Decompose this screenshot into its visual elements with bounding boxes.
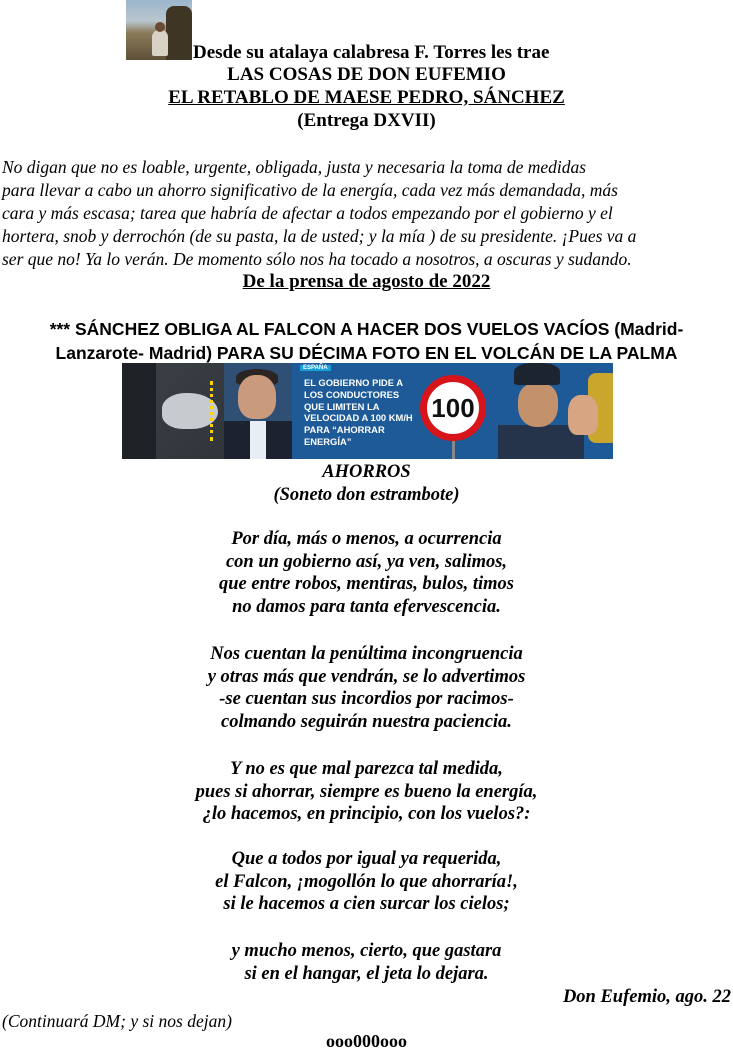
- intro-paragraph: [2, 156, 733, 271]
- poem-verse: Que a todos por igual ya requerida,: [231, 849, 502, 869]
- poem-verse: Nos cuentan la penúltima incongruencia: [210, 644, 523, 664]
- photo-head: [155, 22, 165, 32]
- installment: (Entrega DXVII): [297, 110, 436, 131]
- speed-limit-image: [292, 363, 613, 459]
- portrait-shirt: [250, 421, 266, 459]
- signature: Don Eufemio, ago. 22: [562, 987, 731, 1007]
- poem-verse: Por día, más o menos, a ocurrencia: [231, 529, 502, 549]
- intro-line: para llevar a cabo un ahorro significativo de la energía, cada vez más demandada, más: [2, 180, 618, 200]
- officer-cap: [514, 363, 560, 385]
- poem-verse: ¿lo hacemos, en principio, con los vuelos?:: [202, 804, 531, 824]
- portrait-face: [238, 375, 276, 419]
- intro-line: No digan que no es loable, urgente, obligada, justa y necesaria la toma de medidas: [2, 157, 587, 177]
- poem-verse: pues si ahorrar, siempre es bueno la energía,: [195, 781, 538, 802]
- byline: Desde su atalaya calabresa F. Torres les trae: [193, 42, 550, 63]
- section-tag: ESPAÑA: [300, 365, 331, 371]
- poem-stanza-1: [0, 528, 733, 618]
- politician-portrait: [224, 363, 292, 459]
- news-images: [122, 363, 613, 459]
- author-photo: [126, 0, 192, 60]
- poem-stanza-5: [0, 940, 733, 985]
- poem-verse: no damos para tanta efervescencia.: [232, 596, 501, 617]
- image-caption: EL GOBIERNO PIDE A LOS CONDUCTORES QUE LIMITEN LA VELOCIDAD A 100 KM/H PARA “AHORRAR ENERGÍA”: [304, 377, 413, 447]
- poem-verse: colmando seguirán nuestra paciencia.: [221, 711, 512, 732]
- column-title: EL RETABLO DE MAESE PEDRO, SÁNCHEZ: [168, 87, 565, 108]
- intro-line: ser que no! Ya lo verán. De momento sólo nos ha tocado a nosotros, a oscuras y sudando.: [2, 249, 632, 269]
- intro-line: cara y más escasa; tarea que habría de afectar a todos empezando por el gobierno y el: [2, 203, 613, 223]
- photo-person: [152, 30, 168, 56]
- poem-stanza-4: [0, 848, 733, 916]
- poem-subtitle: (Soneto don estrambote): [273, 485, 460, 505]
- poem-verse: Y no es que mal parezca tal medida,: [230, 759, 503, 779]
- poem-verse: si le hacemos a cien surcar los cielos;: [223, 894, 510, 914]
- poem-verse: con un gobierno así, ya ven, salimos,: [225, 551, 508, 572]
- poem-verse: si en el hangar, el jeta lo dejara.: [244, 963, 489, 984]
- poem-verse: -se cuentan sus incordios por racimos-: [219, 689, 514, 709]
- press-label: De la prensa de agosto de 2022: [242, 271, 491, 292]
- speed-limit-sign: 100: [420, 375, 486, 441]
- series-title: LAS COSAS DE DON EUFEMIO: [227, 64, 506, 85]
- poem-verse: y mucho menos, cierto, que gastara: [231, 941, 502, 961]
- officer-hand: [568, 395, 598, 435]
- headline-line: Lanzarote- Madrid) PARA SU DÉCIMA FOTO EN EL VOLCÁN DE LA PALMA: [55, 343, 678, 363]
- poem-title: AHORROS: [322, 462, 411, 482]
- intro-line: hortera, snob y derrochón (de su pasta, la de usted; y la mía ) de su presidente. ¡Pues va a: [2, 226, 637, 246]
- poem-stanza-3: [0, 758, 733, 826]
- poem-verse: y otras más que vendrán, se lo advertimos: [207, 666, 526, 687]
- officer-face: [518, 383, 558, 427]
- continuation-note: (Continuará DM; y si nos dejan): [2, 1011, 232, 1031]
- map-side-panel: [122, 363, 156, 459]
- photo-rock: [166, 6, 192, 60]
- headline-line: *** SÁNCHEZ OBLIGA AL FALCON A HACER DOS VUELOS VACÍOS (Madrid-: [49, 319, 684, 339]
- news-headline: [0, 317, 733, 365]
- separator: ooo000ooo: [326, 1031, 407, 1051]
- poem-verse: el Falcon, ¡mogollón lo que ahorraría!,: [215, 871, 518, 892]
- poem-verse: que entre robos, mentiras, bulos, timos: [218, 574, 514, 594]
- sign-pole: [452, 441, 455, 459]
- poem-stanza-2: [0, 643, 733, 733]
- flight-track: [210, 381, 217, 441]
